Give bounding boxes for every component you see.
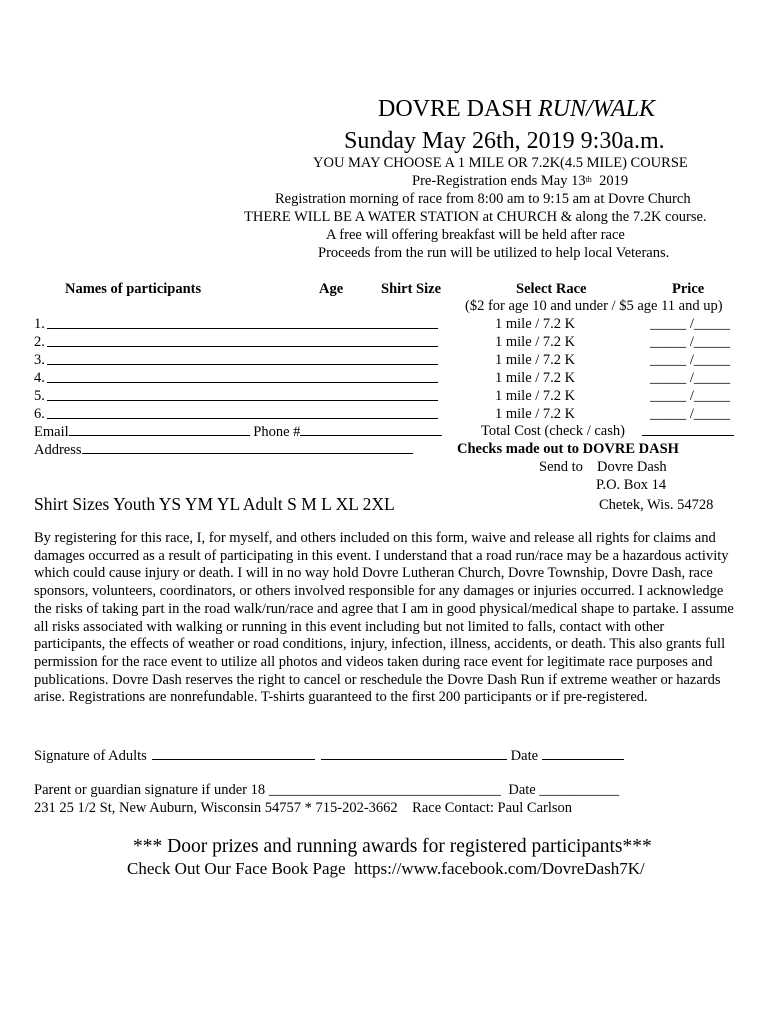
adult-signature-field-1[interactable] (152, 746, 315, 760)
email-row (34, 422, 442, 441)
race-option[interactable]: 1 mile / 7.2 K (495, 352, 576, 368)
participant-entry-line[interactable] (47, 400, 438, 401)
price-field[interactable]: _____ /_____ (650, 370, 731, 386)
participant-entry-line[interactable] (47, 328, 438, 329)
water-station: THERE WILL BE A WATER STATION at CHURCH & along the 7.2K course. (244, 209, 707, 225)
adult-signature-field-2[interactable] (321, 746, 507, 760)
price-note: ($2 for age 10 and under / $5 age 11 and up) (465, 298, 723, 314)
phone-field[interactable] (300, 422, 442, 436)
total-cost-label: Total Cost (check / cash) (481, 423, 625, 439)
prereg-line (412, 172, 628, 190)
guardian-signature-label: Parent or guardian signature if under 18 (34, 782, 266, 798)
event-date: Sunday May 26th, 2019 9:30a.m. (344, 128, 665, 154)
email-field[interactable] (69, 422, 250, 436)
guardian-signature-field[interactable]: ________________________________ (268, 782, 501, 798)
mail-name: Dovre Dash (597, 459, 667, 475)
proceeds-note: Proceeds from the run will be utilized to help local Veterans. (318, 245, 670, 261)
row-number: 6. (34, 406, 45, 422)
door-prizes: *** Door prizes and running awards for registered participants*** (133, 836, 652, 857)
prereg-sup: th (585, 175, 592, 184)
phone-label: Phone # (253, 424, 301, 440)
title-plain: DOVRE DASH (378, 96, 539, 122)
row-number: 1. (34, 316, 45, 332)
email-label: Email (34, 424, 69, 440)
shirt-sizes: Shirt Sizes Youth YS YM YL Adult S M L XL 2XL (34, 494, 395, 514)
price-field[interactable]: _____ /_____ (650, 334, 731, 350)
registration-morning: Registration morning of race from 8:00 am to 9:15 am at Dovre Church (275, 191, 691, 207)
race-option[interactable]: 1 mile / 7.2 K (495, 316, 576, 332)
church-address-contact: 231 25 1/2 St, New Auburn, Wisconsin 54757 * 715-202-3662 Race Contact: Paul Carlson (34, 800, 573, 816)
mail-box: P.O. Box 14 (596, 477, 667, 493)
checks-payable: Checks made out to DOVRE DASH (457, 441, 679, 457)
mail-city: Chetek, Wis. 54728 (599, 497, 714, 513)
adult-signature-row (34, 746, 624, 765)
course-line: YOU MAY CHOOSE A 1 MILE OR 7.2K(4.5 MILE) COURSE (313, 155, 688, 171)
col-race-header: Select Race (516, 281, 587, 297)
col-shirt-header: Shirt Size (381, 281, 442, 297)
adult-signature-label: Signature of Adults (34, 748, 147, 764)
race-option[interactable]: 1 mile / 7.2 K (495, 370, 576, 386)
address-row (34, 440, 413, 459)
race-option[interactable]: 1 mile / 7.2 K (495, 406, 576, 422)
prereg-year: 2019 (591, 173, 629, 189)
event-title (378, 95, 655, 123)
row-number: 5. (34, 388, 45, 404)
waiver-text: By registering for this race, I, for myself, and others included on this form, waive and release all rights for claims and damages occurred as a result of participating in this event. I understand that a road run/race may be a hazardous activity which could cause injury or death. I will in no way hold Dovre Lutheran Church, Dovre Township, Dovre Dash, race sponsors, volunteers, coordinators, or others involved responsible for any damages or injuries occurred. I acknowledge the risks of taking part in the road walk/run/race and agree that I am in good physical/medical shape to partake. I assume all risks associated with walking or running in this event including but not limited to falls, contact with other participants, the effects of weather or road conditions, injury, infection, illness, accidents, or death. This also grants full permission for the race event to utilize all photos and videos taken during race event for legitimate race purposes and publications. Dovre Dash reserves the right to cancel or reschedule the Dovre Dash Run if extreme weather or hazards arise. Registrations are nonrefundable. T-shirts guaranteed to the first 200 participants or if pre-registered. (34, 530, 734, 706)
participant-entry-line[interactable] (47, 346, 438, 347)
col-price-header: Price (672, 281, 705, 297)
price-field[interactable]: _____ /_____ (650, 388, 731, 404)
address-label: Address (34, 442, 82, 458)
facebook-link[interactable]: Check Out Our Face Book Page https://www.facebook.com/DovreDash7K/ (127, 859, 645, 878)
address-field[interactable] (82, 440, 413, 454)
breakfast-note: A free will offering breakfast will be held after race (326, 227, 625, 243)
adult-date-field[interactable] (542, 746, 624, 760)
total-cost-field[interactable] (642, 435, 734, 436)
race-option[interactable]: 1 mile / 7.2 K (495, 388, 576, 404)
participant-entry-line[interactable] (47, 418, 438, 419)
row-number: 3. (34, 352, 45, 368)
col-names-header: Names of participants (65, 281, 202, 297)
adult-date-label: Date (510, 748, 539, 764)
title-italic: RUN/WALK (538, 96, 656, 122)
price-field[interactable]: _____ /_____ (650, 352, 731, 368)
price-field[interactable]: _____ /_____ (650, 406, 731, 422)
guardian-date[interactable]: Date ___________ (508, 782, 620, 798)
race-option[interactable]: 1 mile / 7.2 K (495, 334, 576, 350)
send-to-label: Send to (539, 459, 583, 475)
col-age-header: Age (319, 281, 344, 297)
prereg-text: Pre-Registration ends May 13 (412, 173, 586, 189)
participant-entry-line[interactable] (47, 382, 438, 383)
price-field[interactable]: _____ /_____ (650, 316, 731, 332)
row-number: 4. (34, 370, 45, 386)
guardian-signature-row (34, 781, 619, 799)
row-number: 2. (34, 334, 45, 350)
participant-entry-line[interactable] (47, 364, 438, 365)
